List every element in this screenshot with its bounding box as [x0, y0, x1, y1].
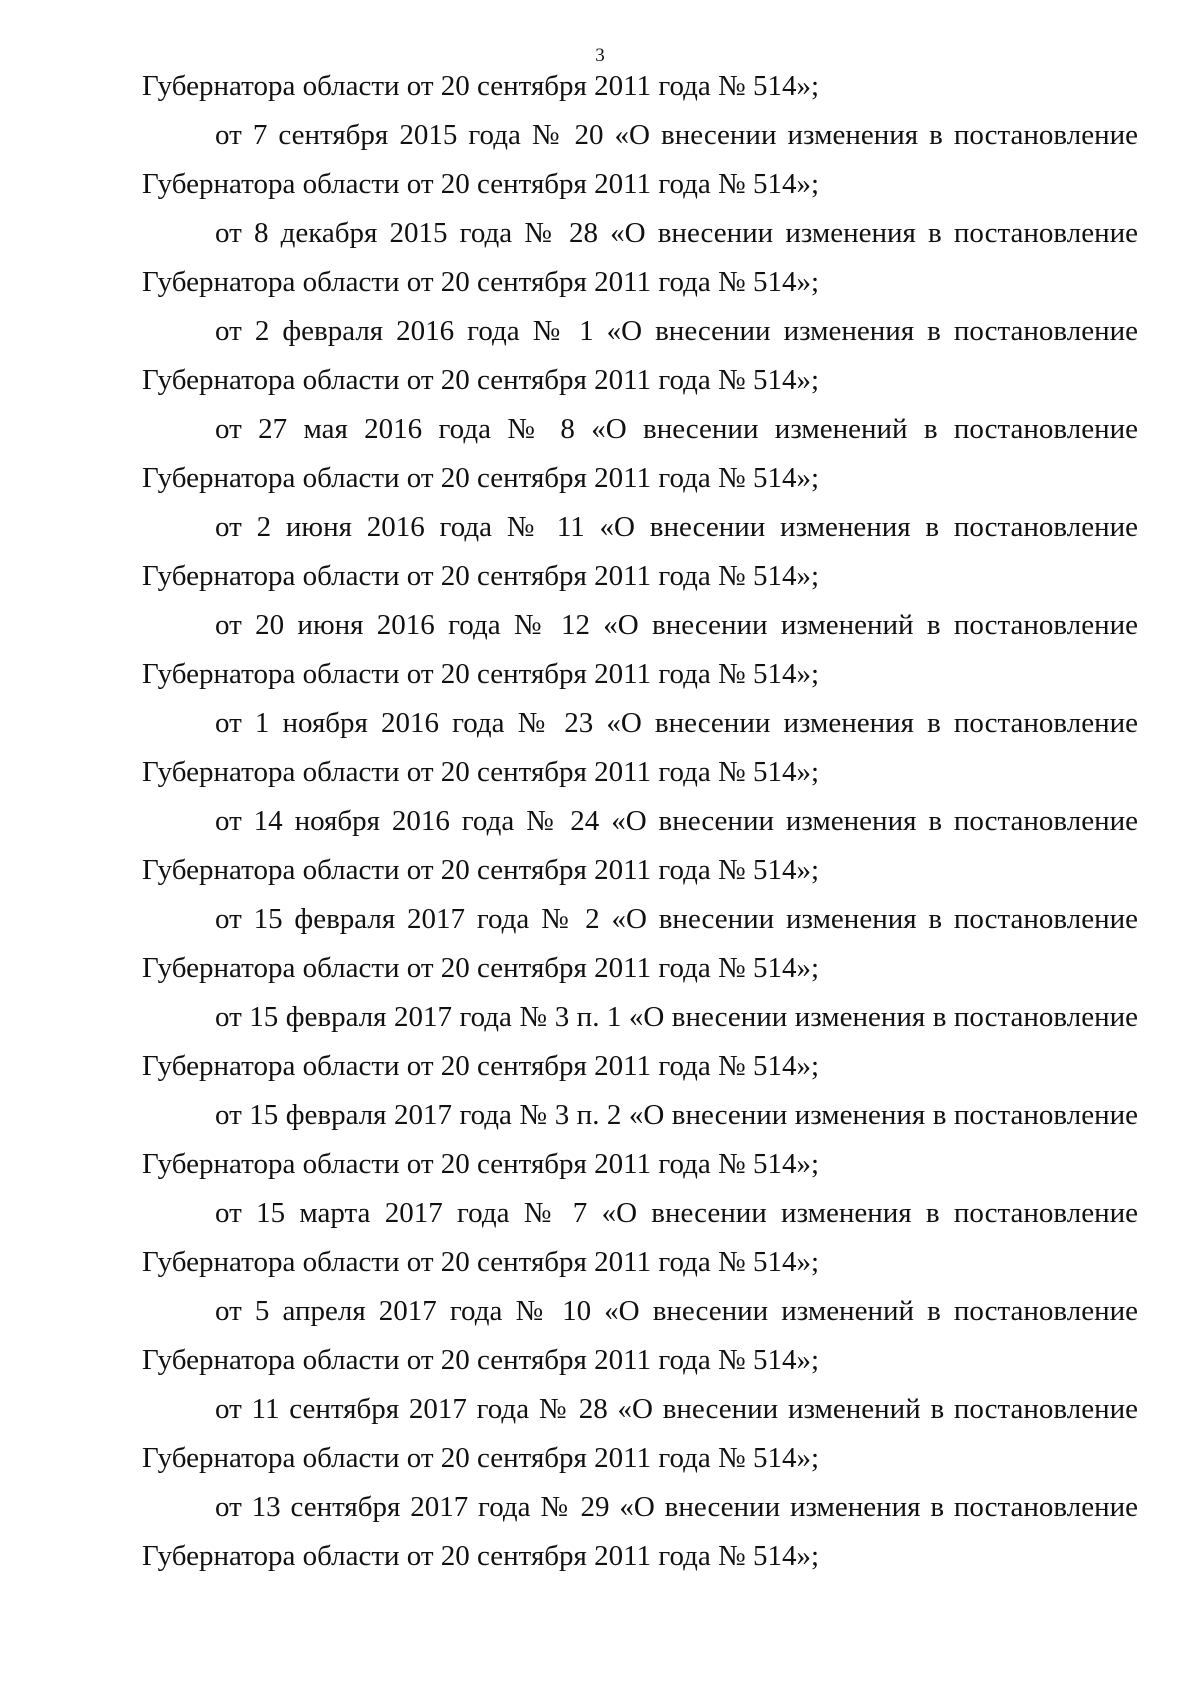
entry-tail: Губернатора области от 20 сентября 2011 года № 514»;	[142, 168, 820, 200]
entry-head: от 15 марта 2017 года № 7 «О внесении изменения в постановление	[215, 1197, 1138, 1229]
entry-head: от 11 сентября 2017 года № 28 «О внесении изменений в постановление	[215, 1393, 1138, 1425]
entry	[142, 503, 1138, 601]
entry-tail: Губернатора области от 20 сентября 2011 года № 514»;	[142, 658, 820, 690]
page-number: 3	[595, 45, 605, 66]
entry-tail: Губернатора области от 20 сентября 2011 года № 514»;	[142, 1050, 820, 1082]
entry-tail: Губернатора области от 20 сентября 2011 года № 514»;	[142, 560, 820, 592]
entry-head: от 7 сентября 2015 года № 20 «О внесении изменения в постановление	[215, 119, 1138, 151]
entry-head: от 27 мая 2016 года № 8 «О внесении изменений в постановление	[215, 413, 1138, 445]
entry-tail: Губернатора области от 20 сентября 2011 года № 514»;	[142, 952, 820, 984]
entry	[142, 1483, 1138, 1581]
entry-head: от 1 ноября 2016 года № 23 «О внесении изменения в постановление	[215, 707, 1138, 739]
entry-head: от 20 июня 2016 года № 12 «О внесении изменений в постановление	[215, 609, 1138, 641]
entry-tail: Губернатора области от 20 сентября 2011 года № 514»;	[142, 1540, 820, 1572]
entry	[142, 797, 1138, 895]
entry	[142, 307, 1138, 405]
entry	[142, 601, 1138, 699]
entry	[142, 1287, 1138, 1385]
entry	[142, 405, 1138, 503]
entry	[142, 209, 1138, 307]
entry	[142, 1091, 1138, 1189]
entry-head: от 2 февраля 2016 года № 1 «О внесении изменения в постановление	[215, 315, 1138, 347]
entry-tail: Губернатора области от 20 сентября 2011 года № 514»;	[142, 462, 820, 494]
entry-head: от 15 февраля 2017 года № 3 п. 2 «О внесении изменения в постановление	[215, 1099, 1138, 1131]
continuation-line: Губернатора области от 20 сентября 2011 года № 514»;	[142, 70, 820, 102]
entry-head: от 8 декабря 2015 года № 28 «О внесении изменения в постановление	[215, 217, 1138, 249]
entry-head: от 2 июня 2016 года № 11 «О внесении изменения в постановление	[215, 511, 1138, 543]
entry-tail: Губернатора области от 20 сентября 2011 года № 514»;	[142, 1246, 820, 1278]
entry-head: от 13 сентября 2017 года № 29 «О внесении изменения в постановление	[215, 1491, 1138, 1523]
entry-tail: Губернатора области от 20 сентября 2011 года № 514»;	[142, 266, 820, 298]
entry-head: от 15 февраля 2017 года № 3 п. 1 «О внесении изменения в постановление	[215, 1001, 1138, 1033]
entry-head: от 14 ноября 2016 года № 24 «О внесении изменения в постановление	[215, 805, 1138, 837]
entry	[142, 699, 1138, 797]
entry	[142, 111, 1138, 209]
entry-tail: Губернатора области от 20 сентября 2011 года № 514»;	[142, 756, 820, 788]
entry	[142, 895, 1138, 993]
entry	[142, 1189, 1138, 1287]
entry-head: от 15 февраля 2017 года № 2 «О внесении изменения в постановление	[215, 903, 1138, 935]
document-body	[142, 62, 1138, 1581]
entry-tail: Губернатора области от 20 сентября 2011 года № 514»;	[142, 1344, 820, 1376]
entry-tail: Губернатора области от 20 сентября 2011 года № 514»;	[142, 1442, 820, 1474]
entry-head: от 5 апреля 2017 года № 10 «О внесении изменений в постановление	[215, 1295, 1138, 1327]
entry-tail: Губернатора области от 20 сентября 2011 года № 514»;	[142, 364, 820, 396]
entry-tail: Губернатора области от 20 сентября 2011 года № 514»;	[142, 1148, 820, 1180]
entry	[142, 1385, 1138, 1483]
entry-tail: Губернатора области от 20 сентября 2011 года № 514»;	[142, 854, 820, 886]
entry	[142, 993, 1138, 1091]
